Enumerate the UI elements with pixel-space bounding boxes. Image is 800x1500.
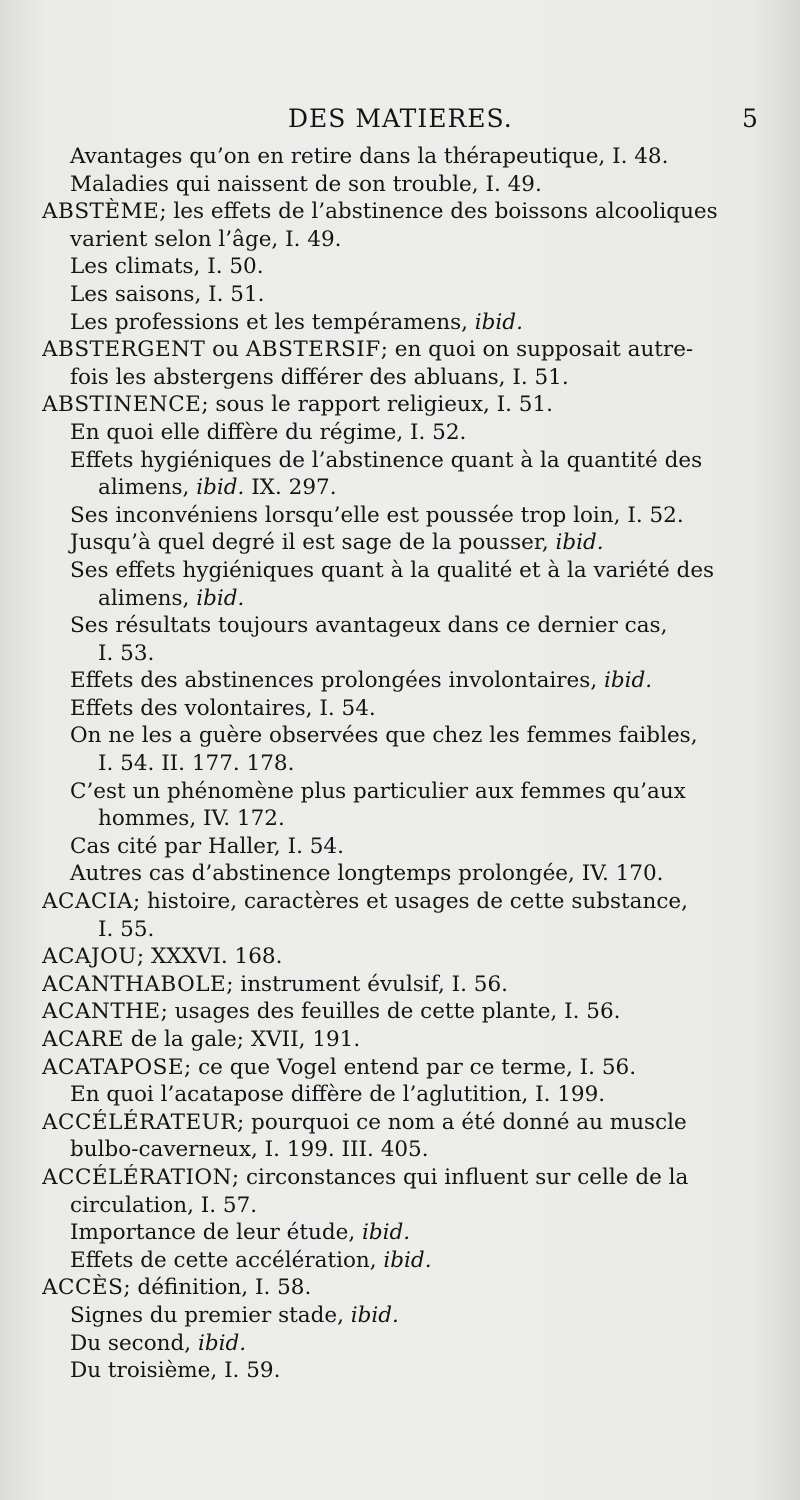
index-line (42, 833, 762, 861)
entry-text: Ses inconvéniens lorsqu’elle est poussée trop loin, I. 52. (70, 502, 684, 528)
entry-text: fois les abstergens différer des abluans, I. 51. (70, 364, 569, 390)
entry-text: I. 53. (98, 640, 155, 666)
headword: ABSTINENCE (42, 392, 202, 418)
italic-reference: ibid. (603, 668, 653, 694)
index-line (42, 226, 762, 254)
headword: ACCÉLÉRATION (42, 1164, 232, 1190)
entry-text: Les climats, I. 50. (70, 254, 264, 280)
index-line (42, 695, 762, 723)
index-line (42, 1164, 762, 1192)
page-header (0, 104, 800, 138)
entry-text: On ne les a guère observées que chez les femmes faibles, (70, 723, 698, 749)
entry-text: Jusqu’à quel degré il est sage de la pousser, (70, 530, 556, 556)
entry-text: Effets de cette accélération, (70, 1247, 384, 1273)
entry-text: ou (205, 337, 246, 363)
entry-text: Du second, (70, 1330, 198, 1356)
entry-text: alimens, (98, 475, 197, 501)
entry-text: ; sous le rapport religieux, I. 51. (201, 392, 553, 418)
entry-text: circulation, I. 57. (70, 1192, 258, 1218)
index-line (42, 281, 762, 309)
index-line (42, 585, 762, 613)
index-line (42, 916, 762, 944)
italic-reference: ibid. (474, 309, 523, 335)
entry-text: Importance de leur étude, (70, 1220, 363, 1246)
index-line (42, 943, 762, 971)
entry-text: Effets des abstinences prolongées involontaires, (70, 668, 604, 694)
index-line (42, 143, 762, 171)
index-line (42, 612, 762, 640)
italic-reference: ibid. (383, 1247, 432, 1273)
index-line (42, 309, 762, 337)
index-line (42, 1302, 762, 1330)
headword: ACCÉLÉRATEUR (42, 1109, 237, 1135)
italic-reference: ibid. (196, 475, 245, 501)
index-line (42, 502, 762, 530)
index-line (42, 1219, 762, 1247)
entry-text: ; instrument évulsif, I. 56. (226, 971, 508, 997)
entry-text: varient selon l’âge, I. 49. (70, 226, 342, 252)
index-line (42, 1109, 762, 1137)
index-line (42, 171, 762, 199)
index-line (42, 860, 762, 888)
headword: ACAJOU (42, 944, 137, 970)
index-line (42, 888, 762, 916)
headword: ACANTHE (42, 999, 161, 1025)
headword: ACACIA (42, 889, 133, 915)
entry-text: hommes, IV. 172. (98, 806, 285, 832)
italic-reference: ibid. (362, 1220, 411, 1246)
index-line (42, 1136, 762, 1164)
entry-text: ; histoire, caractères et usages de cette substance, (132, 889, 688, 915)
index-line (42, 447, 762, 475)
headword: ACATAPOSE (42, 1054, 185, 1080)
entry-text: Avantages qu’on en retire dans la thérapeutique, I. 48. (70, 144, 669, 169)
entry-text: Ses résultats toujours avantageux dans ce dernier cas, (70, 613, 668, 639)
entry-text: ; circonstances qui influent sur celle de la (231, 1164, 689, 1190)
headword: ABSTERSIF (245, 337, 381, 363)
index-line (42, 1274, 762, 1302)
entry-text: Les professions et les tempéramens, (70, 309, 475, 335)
index-line (42, 971, 762, 999)
italic-reference: ibid. (197, 1330, 247, 1356)
entry-text: ; XXXVI. 168. (136, 944, 283, 970)
entry-text: Du troisième, I. 59. (70, 1358, 281, 1384)
index-line (42, 1026, 762, 1054)
entry-text: En quoi elle diffère du régime, I. 52. (70, 419, 467, 445)
index-line (42, 1081, 762, 1109)
entry-text: Autres cas d’abstinence longtemps prolongée, IV. 170. (70, 861, 664, 887)
entry-text: ; en quoi on supposait autre- (380, 337, 694, 363)
entry-text: bulbo-caverneux, I. 199. III. 405. (70, 1137, 429, 1163)
entry-text: ; ce que Vogel entend par ce terme, I. 56. (184, 1054, 637, 1080)
index-line (42, 474, 762, 502)
index-line (42, 529, 762, 557)
index-line (42, 1192, 762, 1220)
index-line (42, 557, 762, 585)
index-line (42, 1054, 762, 1082)
entry-text: Effets hygiéniques de l’abstinence quant à la quantité des (70, 447, 703, 473)
entry-text: Ses effets hygiéniques quant à la qualité et à la variété des (70, 557, 715, 583)
running-title: DES MATIERES. (288, 104, 513, 133)
entry-text: C’est un phénomène plus particulier aux femmes qu’aux (70, 778, 686, 804)
index-line (42, 805, 762, 833)
index-line (42, 778, 762, 806)
entry-text: Cas cité par Haller, I. 54. (70, 833, 344, 859)
entry-text: Les saisons, I. 51. (70, 281, 265, 307)
index-line (42, 998, 762, 1026)
italic-reference: ibid. (350, 1302, 399, 1328)
entry-text: Effets des volontaires, I. 54. (70, 695, 376, 721)
index-line (42, 253, 762, 281)
entry-text: ; pourquoi ce nom a été donné au muscle (236, 1109, 687, 1135)
index-line (42, 1330, 762, 1358)
italic-reference: ibid. (196, 585, 245, 611)
index-line (42, 419, 762, 447)
entry-text: I. 55. (98, 916, 155, 942)
italic-reference: ibid. (555, 530, 604, 556)
headword: ABSTERGENT (42, 337, 206, 363)
entry-text: Signes du premier stade, (70, 1302, 351, 1328)
index-line (42, 336, 762, 364)
index-line (42, 364, 762, 392)
entry-text: alimens, (98, 585, 197, 611)
headword: ACCÈS (42, 1275, 124, 1301)
index-line (42, 1247, 762, 1275)
headword: ABSTÈME (42, 199, 160, 225)
index-line (42, 640, 762, 668)
entry-text: En quoi l’acatapose diffère de l’aglutition, I. 199. (70, 1082, 606, 1108)
entry-text: IX. 297. (244, 475, 337, 501)
page-number: 5 (742, 104, 758, 133)
index-line (42, 198, 762, 226)
entry-text: ; usages des feuilles de cette plante, I. 56. (160, 999, 621, 1025)
index-line (42, 722, 762, 750)
index-line (42, 391, 762, 419)
entry-text: ; définition, I. 58. (123, 1275, 312, 1301)
index-line (42, 667, 762, 695)
headword: ACARE (42, 1027, 124, 1052)
index-line (42, 750, 762, 778)
index-line (42, 1357, 762, 1385)
entry-text: I. 54. II. 177. 178. (98, 751, 295, 777)
entry-text: Maladies qui naissent de son trouble, I. 49. (70, 171, 542, 197)
entry-text: ; les effets de l’abstinence des boissons alcooliques (159, 199, 718, 225)
entry-text: de la gale; XVII, 191. (123, 1027, 361, 1052)
headword: ACANTHABOLE (42, 971, 227, 997)
index-entries (42, 143, 762, 1385)
